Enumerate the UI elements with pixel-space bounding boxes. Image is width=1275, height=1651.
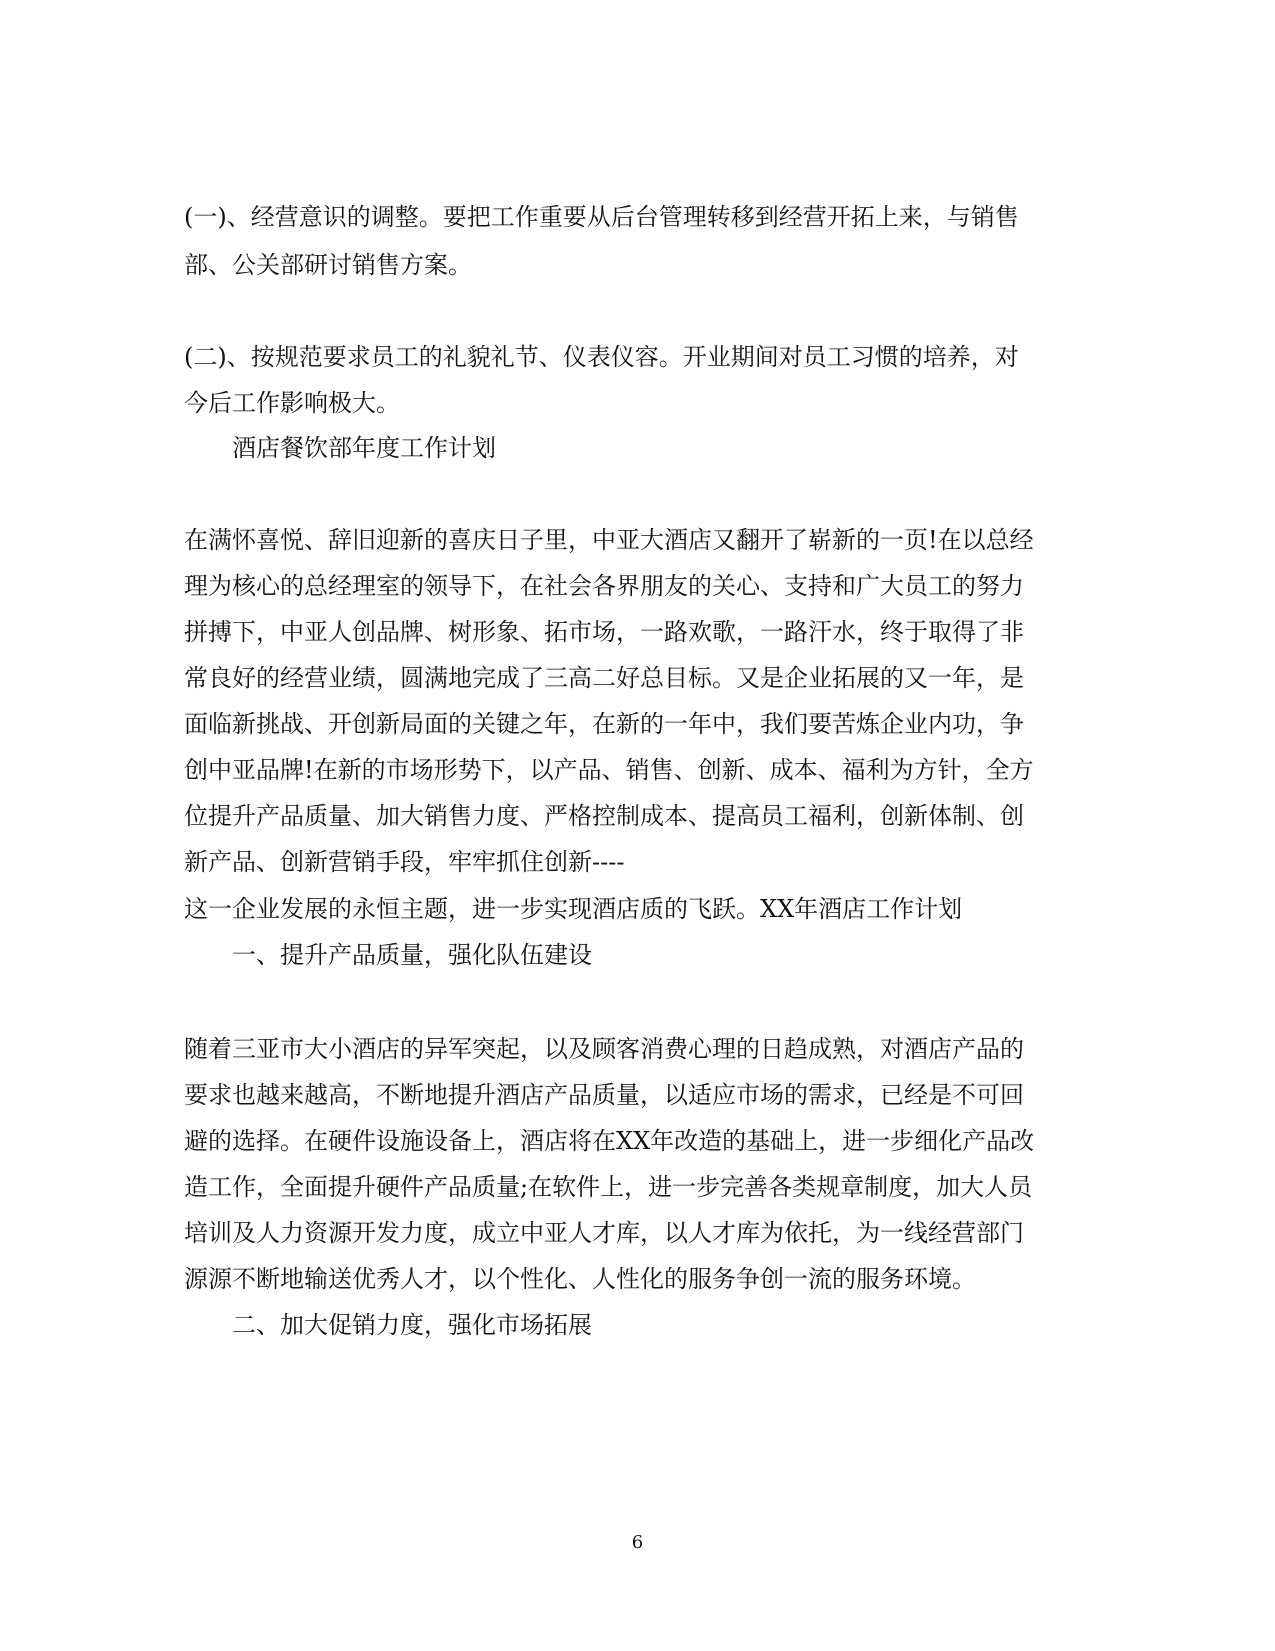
paragraph-4-line-3: 避的选择。在硬件设施设备上，酒店将在XX年改造的基础上，进一步细化产品改 — [184, 1127, 1035, 1155]
paragraph-2-line-1: (二)、按规范要求员工的礼貌礼节、仪表仪容。开业期间对员工习惯的培养，对 — [184, 343, 1019, 371]
paragraph-4-line-5: 培训及人力资源开发力度，成立中亚人才库，以人才库为依托，为一线经营部门 — [184, 1219, 1024, 1247]
paragraph-3-line-9: 这一企业发展的永恒主题，进一步实现酒店质的飞跃。XX年酒店工作计划 — [184, 895, 963, 923]
paragraph-4-line-1: 随着三亚市大小酒店的异军突起，以及顾客消费心理的日趋成熟，对酒店产品的 — [184, 1035, 1024, 1063]
section-heading-1: 一、提升产品质量，强化队伍建设 — [232, 941, 592, 969]
paragraph-3-line-4: 常良好的经营业绩，圆满地完成了三高二好总目标。又是企业拓展的又一年，是 — [184, 664, 1024, 692]
paragraph-3-line-3: 拼搏下，中亚人创品牌、树形象、拓市场，一路欢歌，一路汗水，终于取得了非 — [184, 618, 1024, 646]
paragraph-1-line-1: (一)、经营意识的调整。要把工作重要从后台管理转移到经营开拓上来，与销售 — [184, 203, 1019, 231]
paragraph-3-line-2: 理为核心的总经理室的领导下，在社会各界朋友的关心、支持和广大员工的努力 — [184, 572, 1024, 600]
document-heading: 酒店餐饮部年度工作计划 — [232, 434, 496, 462]
section-heading-2: 二、加大促销力度，强化市场拓展 — [232, 1311, 592, 1339]
paragraph-4-line-4: 造工作，全面提升硬件产品质量;在软件上，进一步完善各类规章制度，加大人员 — [184, 1173, 1033, 1201]
paragraph-3-line-8: 新产品、创新营销手段，牢牢抓住创新---- — [184, 848, 625, 876]
paragraph-2-line-2: 今后工作影响极大。 — [184, 389, 400, 417]
paragraph-1-line-2: 部、公关部研讨销售方案。 — [184, 251, 472, 279]
paragraph-3-line-6: 创中亚品牌!在新的市场形势下，以产品、销售、创新、成本、福利为方针，全方 — [184, 756, 1034, 784]
paragraph-3-line-7: 位提升产品质量、加大销售力度、严格控制成本、提高员工福利，创新体制、创 — [184, 802, 1024, 830]
paragraph-3-line-5: 面临新挑战、开创新局面的关键之年，在新的一年中，我们要苦炼企业内功，争 — [184, 710, 1024, 738]
paragraph-4-line-2: 要求也越来越高，不断地提升酒店产品质量，以适应市场的需求，已经是不可回 — [184, 1081, 1024, 1109]
page-number: 6 — [631, 1532, 644, 1553]
paragraph-4-line-6: 源源不断地输送优秀人才，以个性化、人性化的服务争创一流的服务环境。 — [184, 1265, 976, 1293]
paragraph-3-line-1: 在满怀喜悦、辞旧迎新的喜庆日子里，中亚大酒店又翻开了崭新的一页!在以总经 — [184, 526, 1034, 554]
